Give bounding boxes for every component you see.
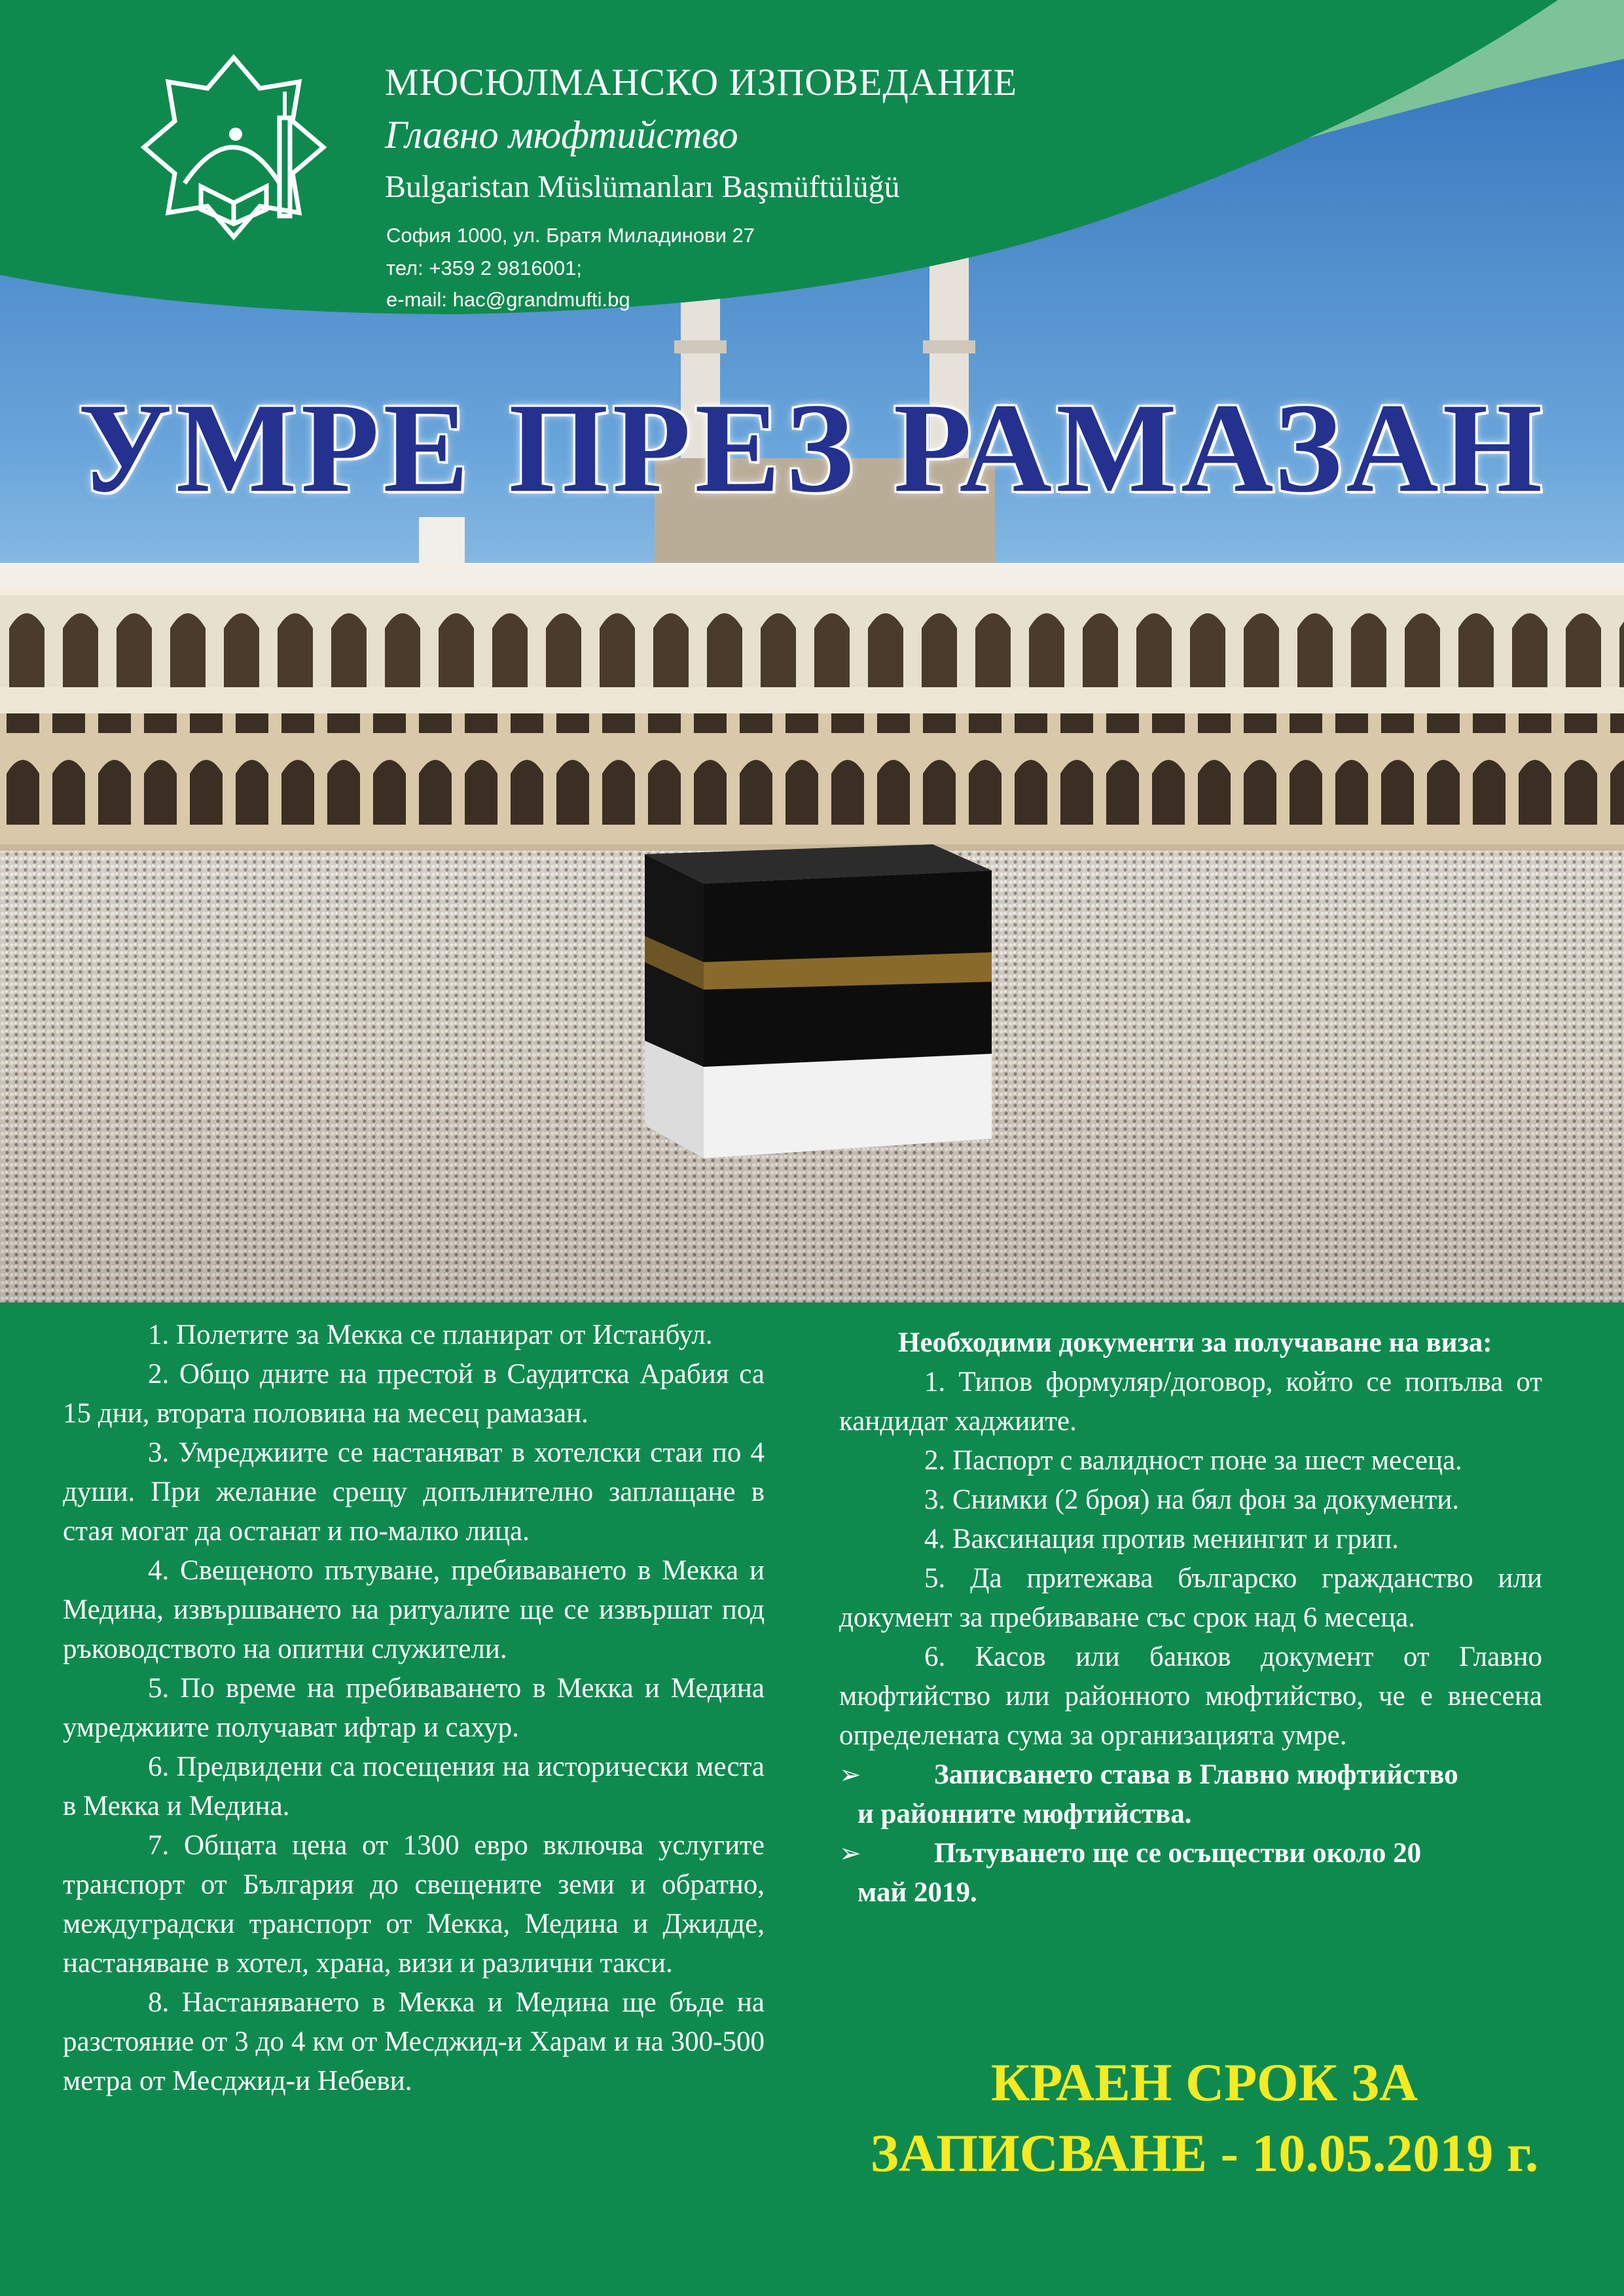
- document-item: 2. Паспорт с валидност поне за шест месеца.: [924, 1445, 1462, 1476]
- registration-deadline: [812, 2047, 1597, 2189]
- info-item: 3. Умреджиите се настаняват в хотелски стаи по 4 души. При желание срещу допълнително заплащане в стая могат да останат и по-малко лица.: [63, 1437, 765, 1547]
- info-item: 5. По време на пребиваването в Мекка и Медина умреджиите получават ифтар и сахур.: [63, 1673, 765, 1743]
- organization-name-bg: МЮСЮЛМАНСКО ИЗПОВЕДАНИЕ: [385, 61, 1018, 103]
- deadline-line: КРАЕН СРОК ЗА: [990, 2053, 1418, 2112]
- arrow-bullet-icon: ➢: [839, 1760, 861, 1790]
- document-item: 4. Ваксинация против менингит и грип.: [924, 1524, 1399, 1554]
- info-item: 2. Общо дните на престой в Саудитска Арабия са 15 дни, втората половина на месец рамазан.: [63, 1359, 765, 1429]
- note-line: Пътуването ще се осъществи около 20: [934, 1838, 1422, 1869]
- email-text: e-mail: hac@grandmufti.bg: [386, 288, 630, 311]
- info-item: 8. Настаняването в Мекка и Медина ще бъде на разстояние от 3 до 4 км от Месджид-и Харам и на 300-500 метра от Месджид-и Небеви.: [63, 1987, 765, 2096]
- info-item: 1. Полетите за Мекка се планират от Истанбул.: [148, 1319, 713, 1350]
- right-documents-column: [839, 1323, 1542, 1912]
- document-item: 3. Снимки (2 броя) на бял фон за документи.: [924, 1484, 1460, 1515]
- document-item: 6. Касов или банков документ от Главно мюфтийство или районното мюфтийство, че е внесена определената сума за организацията умре.: [839, 1641, 1542, 1751]
- note-travel-date: [839, 1834, 1542, 1873]
- note-line: и районните мюфтийства.: [857, 1799, 1192, 1829]
- note-line: май 2019.: [857, 1877, 977, 1908]
- left-info-column: [63, 1316, 765, 2101]
- mosque-book-star-logo-icon: [139, 52, 329, 242]
- phone-text: тел: +359 2 9816001;: [386, 257, 582, 279]
- deadline-line: ЗАПИСВАНЕ - 10.05.2019 г.: [870, 2123, 1539, 2183]
- poster-title: УМРЕ ПРЕЗ РАМАЗАН: [77, 377, 1547, 519]
- document-item: 5. Да притежава българско гражданство или документ за пребиваване със срок над 6 месеца.: [839, 1563, 1542, 1633]
- note-line: Записването става в Главно мюфтийство: [934, 1759, 1458, 1790]
- note-registration: [839, 1755, 1542, 1795]
- arrow-bullet-icon: ➢: [839, 1839, 861, 1869]
- organization-subtitle: Главно мюфтийство: [385, 113, 738, 156]
- info-item: 6. Предвидени са посещения на исторически места в Мекка и Медина.: [63, 1751, 765, 1821]
- info-item: 4. Свещеното пътуване, пребиваването в Мекка и Медина, извършването на ритуалите ще се извършат под ръководството на опитни служители.: [63, 1555, 765, 1664]
- documents-heading: Необходими документи за получаване на виза:: [898, 1327, 1492, 1358]
- organization-name-tr: Bulgaristan Müslümanları Başmüftülüğü: [385, 170, 900, 204]
- info-item: 7. Общата цена от 1300 евро включва услугите транспорт от България до свещените земи и обратно, междуградски транспорт от Мекка, Медина и Джидде, настаняване в хотел, храна, визи и различни такси.: [63, 1830, 765, 1979]
- address-text: София 1000, ул. Братя Миладинови 27: [386, 224, 755, 247]
- document-item: 1. Типов формуляр/договор, който се попълва от кандидат хаджиите.: [839, 1367, 1542, 1437]
